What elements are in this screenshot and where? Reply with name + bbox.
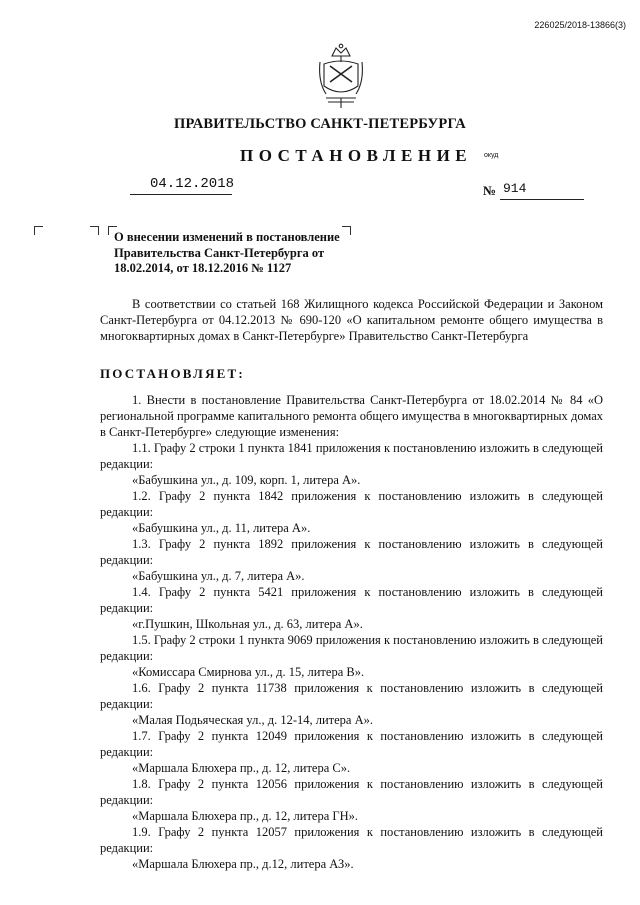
subitem-address: «Малая Подьяческая ул., д. 12-14, литера А». <box>132 713 374 727</box>
subitem-address: «г.Пушкин, Школьная ул., д. 63, литера А». <box>132 617 363 631</box>
subitem-paragraph: 1.1. Графу 2 строки 1 пункта 1841 приложения к постановлению изложить в следующей редакции: <box>100 441 603 471</box>
number-underline <box>500 199 584 200</box>
subitem-paragraph: 1.4. Графу 2 пункта 5421 приложения к постановлению изложить в следующей редакции: <box>100 585 603 615</box>
subitem-address: «Маршала Блюхера пр., д. 12, литера С». <box>132 761 351 775</box>
subitem-paragraph: 1.7. Графу 2 пункта 12049 приложения к постановлению изложить в следующей редакции: <box>100 729 603 759</box>
item-1-paragraph: 1. Внести в постановление Правительства Санкт-Петербурга от 18.02.2014 № 84 «О региональной программе капитального ремонта общего имущества в многоквартирных домах в Санкт-Петербурге» следующие изменения: <box>100 393 603 439</box>
government-name: ПРАВИТЕЛЬСТВО САНКТ-ПЕТЕРБУРГА <box>174 116 466 132</box>
subitem-paragraph: 1.3. Графу 2 пункта 1892 приложения к постановлению изложить в следующей редакции: <box>100 537 603 567</box>
subitem-paragraph: 1.5. Графу 2 строки 1 пункта 9069 приложения к постановлению изложить в следующей редакции: <box>100 633 603 663</box>
number-label: № <box>483 183 497 198</box>
subitem-paragraph: 1.2. Графу 2 пункта 1842 приложения к постановлению изложить в следующей редакции: <box>100 489 603 519</box>
subitem-address: «Бабушкина ул., д. 11, литера А». <box>132 521 311 535</box>
subitem-paragraph: 1.8. Графу 2 пункта 12056 приложения к постановлению изложить в следующей редакции: <box>100 777 603 807</box>
preamble-paragraph: В соответствии со статьей 168 Жилищного кодекса Российской Федерации и Законом Санкт-Петербурга от 04.12.2013 № 690-120 «О капитальном ремонте общего имущества в многоквартирных домах в Санкт-Петербурге» Правительство Санкт-Петербурга <box>100 297 603 343</box>
date-underline <box>130 194 232 195</box>
decree-subject: О внесении изменений в постановление Правительства Санкт-Петербурга от 18.02.2014, от 18.12.2016 № 1127 <box>114 230 340 275</box>
okud-label: окуд <box>484 152 499 159</box>
subitem-paragraph: 1.6. Графу 2 пункта 11738 приложения к постановлению изложить в следующей редакции: <box>100 681 603 711</box>
subitem-address: «Бабушкина ул., д. 7, литера А». <box>132 569 305 583</box>
saint-petersburg-coat-of-arms-emblem <box>318 42 364 110</box>
document-reference-number: 226025/2018-13866(3) <box>534 20 626 30</box>
decrees-heading: ПОСТАНОВЛЯЕТ: <box>100 366 245 381</box>
bracket-corner-top-right <box>90 226 99 235</box>
subitem-paragraph: 1.9. Графу 2 пункта 12057 приложения к постановлению изложить в следующей редакции: <box>100 825 603 855</box>
subitem-address: «Комиссара Смирнова ул., д. 15, литера В». <box>132 665 365 679</box>
document-type-title: ПОСТАНОВЛЕНИЕ <box>240 146 473 165</box>
subitem-address: «Маршала Блюхера пр., д. 12, литера ГН». <box>132 809 359 823</box>
bracket-corner-top-left <box>34 226 43 235</box>
decree-number: 914 <box>503 181 527 196</box>
subitem-address: «Маршала Блюхера пр., д.12, литера АЗ». <box>132 857 354 871</box>
subitem-address: «Бабушкина ул., д. 109, корп. 1, литера А». <box>132 473 361 487</box>
decree-date: 04.12.2018 <box>150 176 235 192</box>
